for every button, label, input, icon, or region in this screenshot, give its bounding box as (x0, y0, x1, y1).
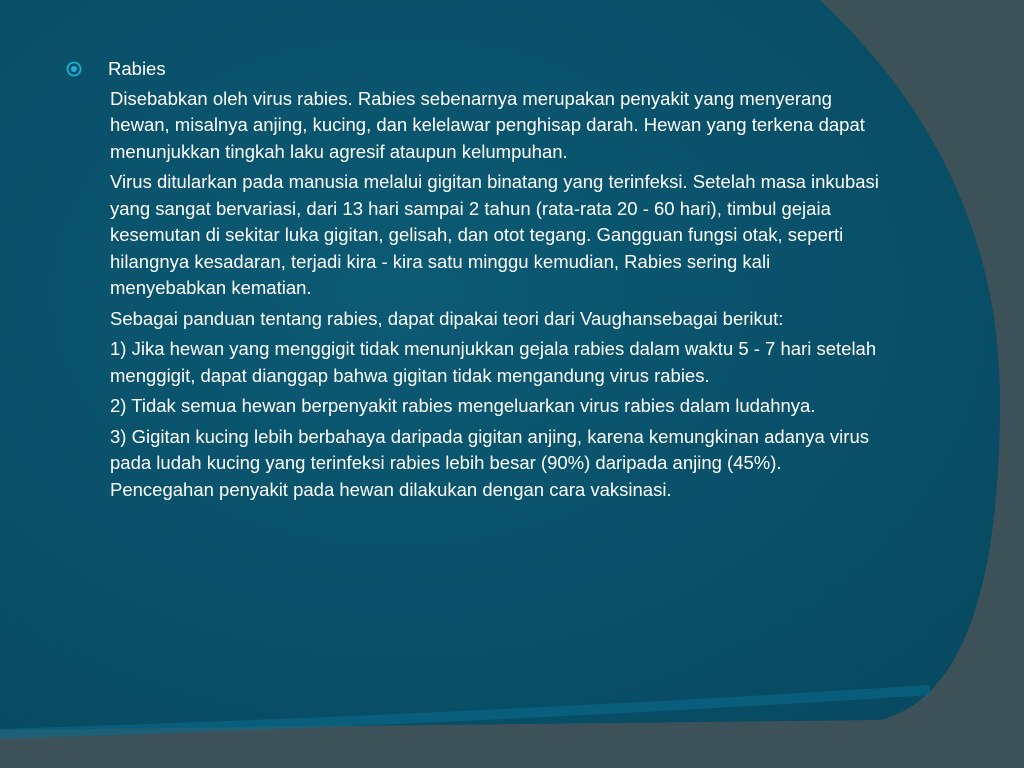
circled-dot-icon (62, 57, 86, 81)
paragraph-point-2: 2) Tidak semua hewan berpenyakit rabies mengeluarkan virus rabies dalam ludahnya. (110, 395, 816, 416)
paragraph-cause: Disebabkan oleh virus rabies. Rabies sebenarnya merupakan penyakit yang menyerang hewan, misalnya anjing, kucing, dan kelelawar penghisap darah. Hewan yang terkena dapat menunjukkan tingkah laku agresif ataupun kelumpuhan. (110, 87, 865, 162)
bullet-item-rabies (62, 56, 882, 83)
slide-content (62, 56, 882, 507)
paragraph-transmission: Virus ditularkan pada manusia melalui gigitan binatang yang terinfeksi. Setelah masa inkubasi yang sangat bervariasi, dari 13 hari sampai 2 tahun (rata-rata 20 - 60 hari), timbul gejaia kesemutan di sekitar luka gigitan, gelisah, dan otot tegang. Gangguan fungsi otak, seperti hilangnya kesadaran, terjadi kira - kira satu minggu kemudian, Rabies sering kali menyebabkan kematian. (110, 171, 879, 298)
slide-heading: Rabies (108, 58, 166, 79)
paragraph-guidance: Sebagai panduan tentang rabies, dapat dipakai teori dari Vaughansebagai berikut: (110, 307, 784, 329)
paragraph-point-3: 3) Gigitan kucing lebih berbahaya daripada gigitan anjing, karena kemungkinan adanya virus pada ludah kucing yang terinfeksi rabies lebih besar (90%) daripada anjing (45%). Pencegahan penyakit pada hewan dilakukan dengan cara vaksinasi. (110, 425, 869, 500)
paragraph-point-1: 1) Jika hewan yang menggigit tidak menunjukkan gejala rabies dalam waktu 5 - 7 hari setelah menggigit, dapat dianggap bahwa gigitan tidak mengandung virus rabies. (110, 338, 877, 386)
